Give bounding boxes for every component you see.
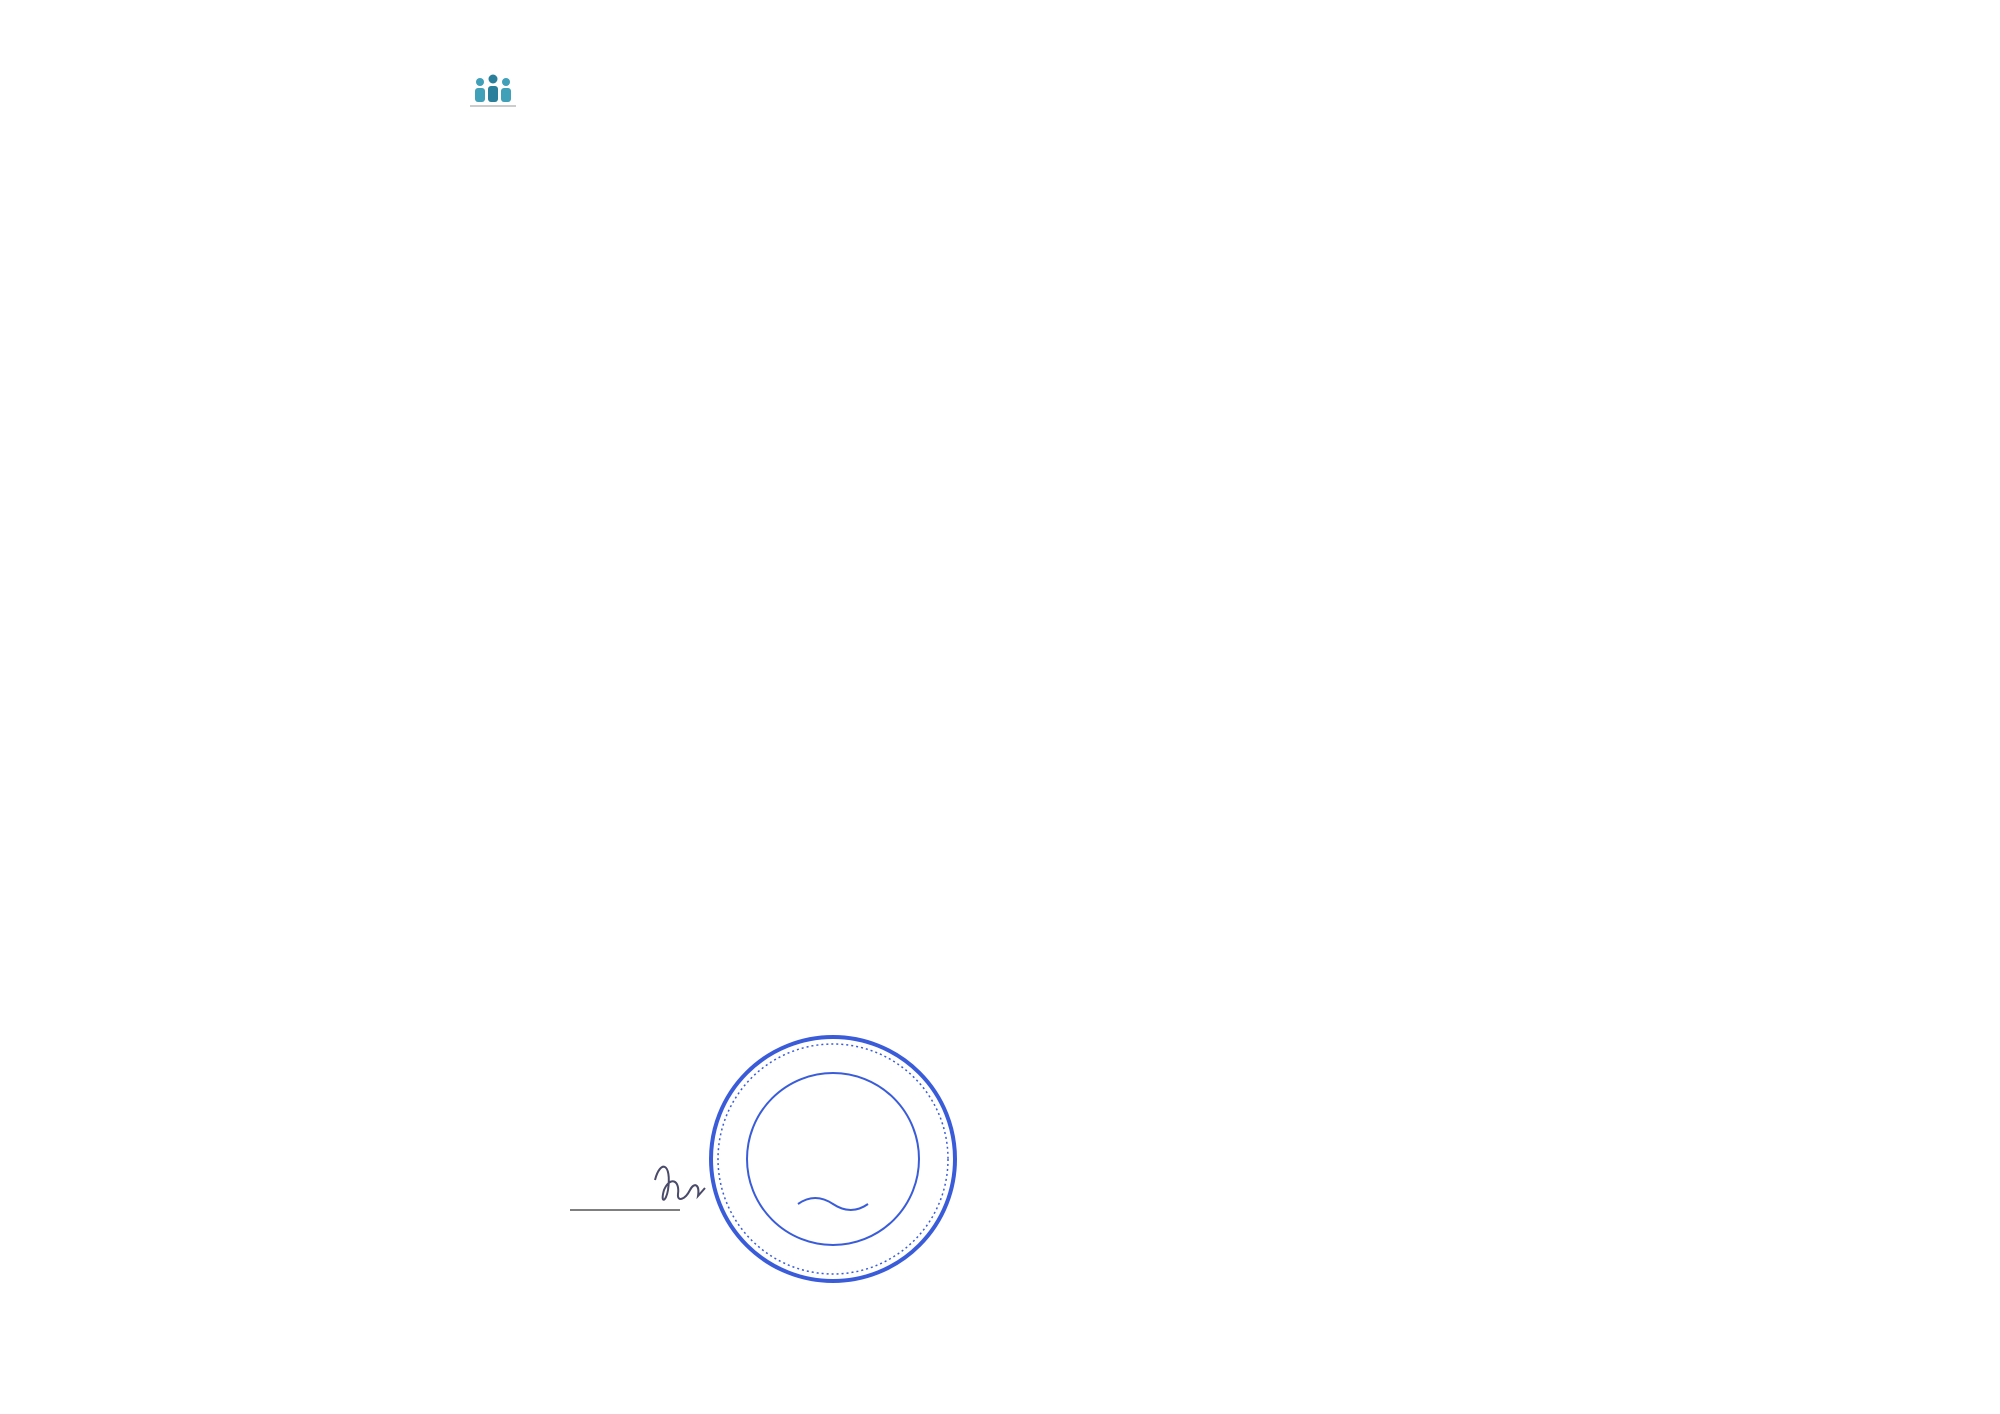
people-icon bbox=[470, 75, 516, 107]
psycheya-logo bbox=[380, 14, 606, 240]
official-stamp bbox=[706, 1032, 960, 1286]
